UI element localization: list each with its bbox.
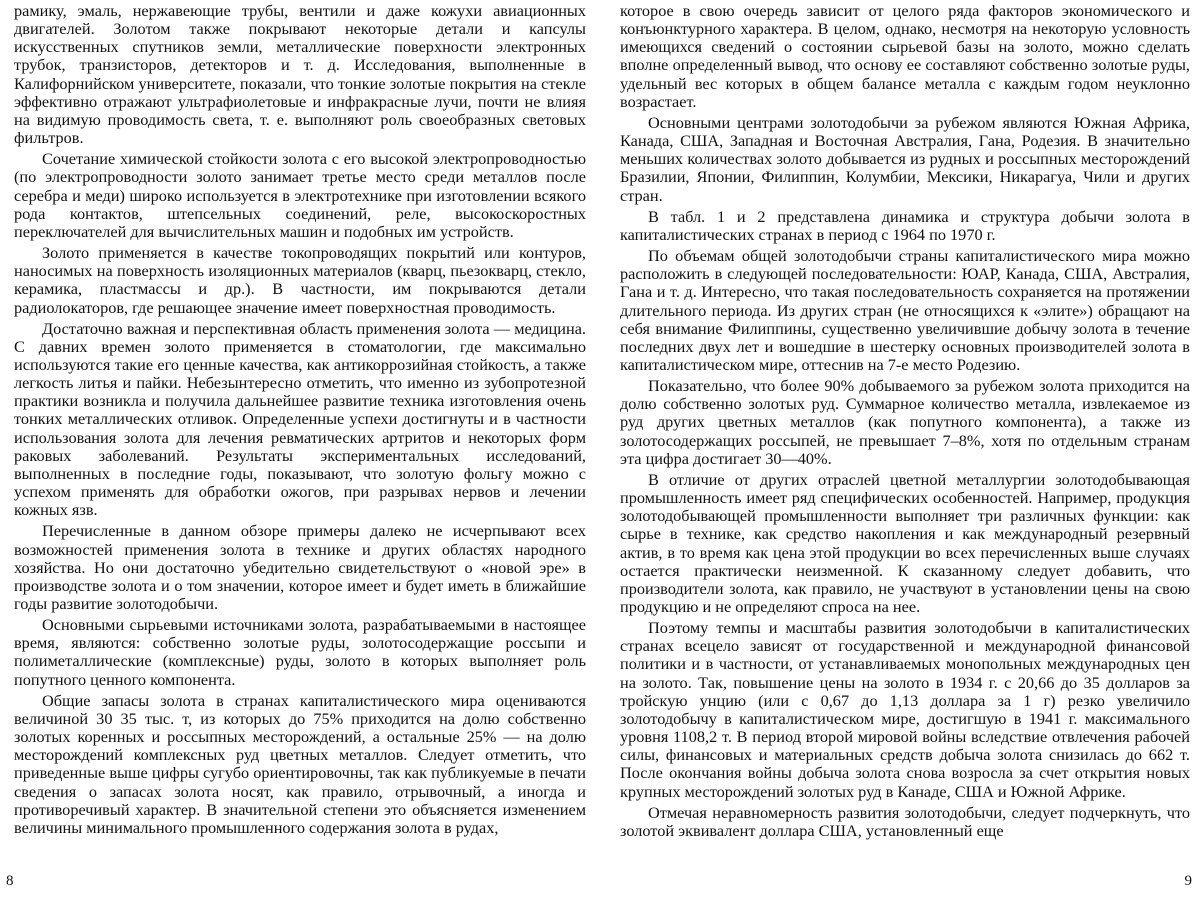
left-page (0, 0, 590, 909)
paragraph: Основными центрами золотодобычи за рубежом являются Южная Африка, Канада, США, Западная и Восточная Австралия, Гана, Родезия. В значительно меньших количествах золото добывается из рудных и россыпных месторождений Бразилии, Японии, Филиппин, Колумбии, Мексики, Никарагуа, Чили и других стран. (620, 114, 1190, 205)
right-page (612, 0, 1200, 909)
paragraph: Сочетание химической стойкости золота с его высокой электропроводностью (по электропроводности золото занимает третье место среди металлов после серебра и меди) широко используется в электротехнике при изготовлении всякого рода контактов, штепсельных соединений, реле, высокоскоростных переключателей для вычислительных машин и подобных им устройств. (14, 150, 586, 241)
paragraph: В отличие от других отраслей цветной металлургии золотодобывающая промышленность имеет ряд специфических особенностей. Например, продукция золотодобывающей промышленности выполняет три различных функции: как сырье в технике, как средство накопления и как международный резервный актив, в то время как цена этой продукции во всех перечисленных выше случаях остается практически неизменной. К сказанному следует добавить, что производители золота, как правило, не участвуют в установлении цены на свою продукцию и не определяют спроса на нее. (620, 471, 1190, 616)
paragraph: Достаточно важная и перспективная область применения золота — медицина. С давних времен золото применяется в стоматологии, где максимально используются такие его ценные качества, как антикоррозийная стойкость, а также легкость литья и пайки. Небезынтересно отметить, что именно из зубопротезной практики возникла и получила дальнейшее развитие техника изготовления очень тонких металлических отливок. Определенные успехи достигнуты и в частности использования золота для лечения ревматических артритов и некоторых форм раковых заболеваний. Результаты экспериментальных исследований, выполненных в последние годы, показывают, что золотую фольгу можно с успехом применять для обработки ожогов, при разрывах нервов и лечении кожных язв. (14, 320, 586, 520)
paragraph: Золото применяется в качестве токопроводящих покрытий или контуров, наносимых на поверхность изоляционных материалов (кварц, пьезокварц, стекло, керамика, пластмассы и др.). В частности, им покрываются детали радиолокаторов, где решающее значение имеет поверхностная проводимость. (14, 244, 586, 317)
paragraph: которое в свою очередь зависит от целого ряда факторов экономического и конъюнктурного характера. В целом, однако, несмотря на некоторую условность имеющихся сведений о состоянии сырьевой базы на золото, можно сделать вполне определенный вывод, что основу ее составляют собственно золотые руды, удельный вес которых в общем балансе металла с каждым годом неуклонно возрастает. (620, 2, 1190, 111)
page-number: 9 (1185, 874, 1193, 889)
page-number: 8 (6, 874, 14, 889)
paragraph: рамику, эмаль, нержавеющие трубы, вентили и даже кожухи авиационных двигателей. Золотом также покрывают некоторые детали и капсулы искусственных спутников земли, металлические поверхности электронных трубок, транзисторов, детекторов и т. д. Исследования, выполненные в Калифорнийском университете, показали, что тонкие золотые покрытия на стекле эффективно отражают ультрафиолетовые и инфракрасные лучи, почти не влияя на видимую проводимость света, т. е. выполняют роль своеобразных световых фильтров. (14, 2, 586, 147)
paragraph: Показательно, что более 90% добываемого за рубежом золота приходится на долю собственно золотых руд. Суммарное количество металла, извлекаемое из руд других цветных металлов (как попутного компонента), а также из золотосодержащих россыпей, не превышает 7–8%, хотя по отдельным странам эта цифра достигает 30—40%. (620, 377, 1190, 468)
left-text-column (0, 0, 590, 837)
paragraph: Основными сырьевыми источниками золота, разрабатываемыми в настоящее время, являются: собственно золотые руды, золотосодержащие россыпи и полиметаллические (комплексные) руды, золото в которых выполняет роль попутного ценного компонента. (14, 616, 586, 689)
paragraph: Общие запасы золота в странах капиталистического мира оцениваются величиной 30 35 тыс. т, из которых до 75% приходится на долю собственно золотых коренных и россыпных месторождений, а остальные 25% — на долю месторождений комплексных руд цветных металлов. Следует отметить, что приведенные выше цифры сугубо ориентировочны, так как публикуемые в печати сведения о запасах золота носят, как правило, отрывочный, а иногда и противоречивый характер. В значительной степени это объясняется изменением величины минимального промышленного содержания золота в рудах, (14, 692, 586, 837)
paragraph: По объемам общей золотодобычи страны капиталистического мира можно расположить в следующей последовательности: ЮАР, Канада, США, Австралия, Гана и т. д. Интересно, что такая последовательность сохраняется на протяжении длительного периода. Из других стран (не относящихся к «элите») обращают на себя внимание Филиппины, существенно увеличившие добычу золота в течение последних двух лет и вошедшие в шестерку основных производителей золота в капиталистическом мире, оттеснив на 7-е место Родезию. (620, 247, 1190, 374)
right-text-column (612, 0, 1200, 840)
paragraph: Отмечая неравномерность развития золотодобычи, следует подчеркнуть, что золотой эквивалент доллара США, установленный еще (620, 804, 1190, 840)
paragraph: В табл. 1 и 2 представлена динамика и структура добычи золота в капиталистических странах в период с 1964 по 1970 г. (620, 208, 1190, 244)
paragraph: Перечисленные в данном обзоре примеры далеко не исчерпывают всех возможностей применения золота в технике и других областях народного хозяйства. Но они достаточно убедительно свидетельствуют о «новой эре» в производстве золота и о том значении, которое имеет и будет иметь в ближайшие годы развитие золотодобычи. (14, 522, 586, 613)
paragraph: Поэтому темпы и масштабы развития золотодобычи в капиталистических странах всецело зависят от государственной и международной финансовой политики и в частности, от устанавливаемых монопольных международных цен на золото. Так, повышение цены на золото в 1934 г. с 20,66 до 35 долларов за тройскую унцию (или с 0,67 до 1,13 доллара за 1 г) резко увеличило золотодобычу в капиталистическом мире, достигшую в 1941 г. максимального уровня 1108,2 т. В период второй мировой войны вследствие отвлечения рабочей силы, финансовых и материальных средств добыча золота снизилась до 662 т. После окончания войны добыча золота снова возросла за счет открытия новых крупных месторождений золотых руд в Канаде, США и Южной Африке. (620, 619, 1190, 801)
book-spread (0, 0, 1200, 909)
